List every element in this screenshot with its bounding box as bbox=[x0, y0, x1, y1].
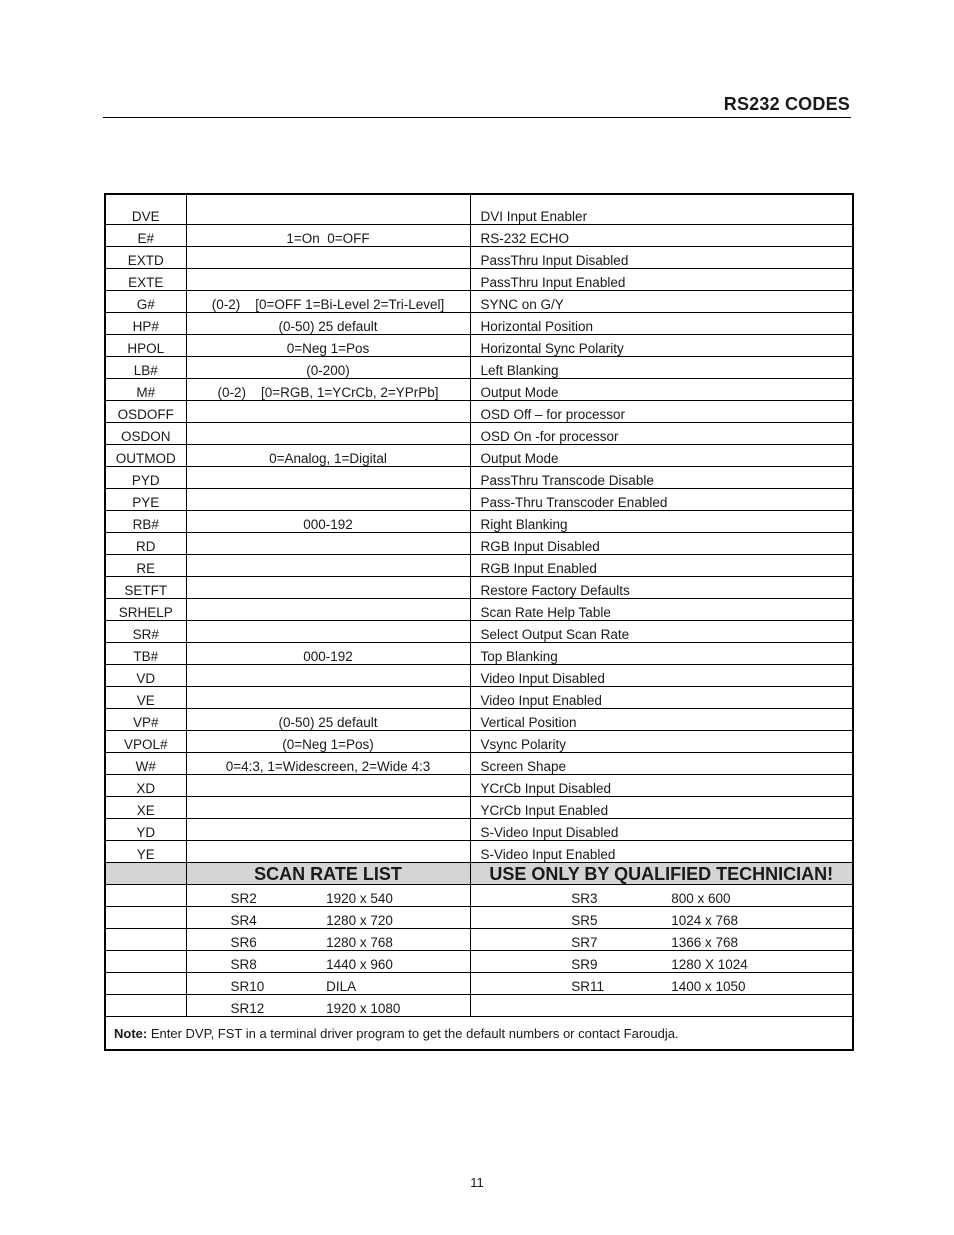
empty-cell bbox=[105, 863, 186, 885]
command-row bbox=[105, 489, 853, 511]
command-code: VPOL# bbox=[105, 731, 186, 753]
scan-rate-code: SR10 bbox=[230, 979, 265, 994]
command-description: Output Mode bbox=[470, 379, 853, 401]
command-code: OSDOFF bbox=[105, 401, 186, 423]
command-description: Video Input Enabled bbox=[470, 687, 853, 709]
command-code: SR# bbox=[105, 621, 186, 643]
command-row bbox=[105, 313, 853, 335]
command-rows bbox=[105, 194, 853, 863]
command-parameter bbox=[186, 665, 470, 687]
command-code: RE bbox=[105, 555, 186, 577]
command-row bbox=[105, 379, 853, 401]
command-code: XD bbox=[105, 775, 186, 797]
command-parameter: 0=4:3, 1=Widescreen, 2=Wide 4:3 bbox=[186, 753, 470, 775]
command-code: TB# bbox=[105, 643, 186, 665]
command-description: Horizontal Position bbox=[470, 313, 853, 335]
scan-rate-row bbox=[105, 907, 853, 929]
command-parameter bbox=[186, 194, 470, 225]
command-code: VE bbox=[105, 687, 186, 709]
command-code: HP# bbox=[105, 313, 186, 335]
command-description: Output Mode bbox=[470, 445, 853, 467]
command-description: RS-232 ECHO bbox=[470, 225, 853, 247]
command-parameter bbox=[186, 467, 470, 489]
empty-cell bbox=[105, 951, 186, 973]
command-parameter bbox=[186, 621, 470, 643]
command-row bbox=[105, 819, 853, 841]
command-description: S-Video Input Disabled bbox=[470, 819, 853, 841]
empty-cell bbox=[105, 885, 186, 907]
command-row bbox=[105, 841, 853, 863]
command-code: XE bbox=[105, 797, 186, 819]
command-code: RD bbox=[105, 533, 186, 555]
command-description: OSD Off – for processor bbox=[470, 401, 853, 423]
command-description: Restore Factory Defaults bbox=[470, 577, 853, 599]
command-parameter: 1=On 0=OFF bbox=[186, 225, 470, 247]
page-title: RS232 CODES bbox=[723, 94, 850, 114]
command-parameter: (0=Neg 1=Pos) bbox=[186, 731, 470, 753]
command-row bbox=[105, 423, 853, 445]
scan-rate-right-cell bbox=[470, 951, 853, 973]
command-row bbox=[105, 621, 853, 643]
scan-rate-rows bbox=[105, 885, 853, 1017]
command-description: PassThru Input Disabled bbox=[470, 247, 853, 269]
command-code: VP# bbox=[105, 709, 186, 731]
command-code: LB# bbox=[105, 357, 186, 379]
scan-rate-right-cell bbox=[470, 973, 853, 995]
command-parameter: (0-50) 25 default bbox=[186, 313, 470, 335]
command-row bbox=[105, 797, 853, 819]
scan-rate-resolution: 1280 X 1024 bbox=[671, 957, 748, 972]
command-parameter: 000-192 bbox=[186, 511, 470, 533]
command-parameter bbox=[186, 775, 470, 797]
scan-rate-header-row bbox=[105, 863, 853, 885]
command-row bbox=[105, 577, 853, 599]
command-row bbox=[105, 533, 853, 555]
scan-rate-resolution: 1366 x 768 bbox=[671, 935, 739, 950]
command-row bbox=[105, 269, 853, 291]
command-description: PassThru Transcode Disable bbox=[470, 467, 853, 489]
command-code: SETFT bbox=[105, 577, 186, 599]
scan-rate-code: SR11 bbox=[571, 979, 605, 994]
empty-cell bbox=[105, 995, 186, 1017]
command-code: HPOL bbox=[105, 335, 186, 357]
command-parameter: 000-192 bbox=[186, 643, 470, 665]
command-parameter bbox=[186, 687, 470, 709]
command-row bbox=[105, 643, 853, 665]
scan-rate-resolution: 1920 x 540 bbox=[326, 891, 393, 906]
scan-rate-row bbox=[105, 973, 853, 995]
command-code: DVE bbox=[105, 194, 186, 225]
scan-rate-right-cell bbox=[470, 929, 853, 951]
command-parameter bbox=[186, 423, 470, 445]
command-row bbox=[105, 335, 853, 357]
empty-cell bbox=[105, 929, 186, 951]
command-row bbox=[105, 709, 853, 731]
note-row bbox=[105, 1017, 853, 1051]
command-description: Left Blanking bbox=[470, 357, 853, 379]
command-parameter bbox=[186, 599, 470, 621]
command-row bbox=[105, 555, 853, 577]
command-description: YCrCb Input Enabled bbox=[470, 797, 853, 819]
scan-rate-code: SR8 bbox=[230, 957, 257, 972]
command-parameter bbox=[186, 533, 470, 555]
command-row bbox=[105, 665, 853, 687]
scan-rate-code: SR3 bbox=[571, 891, 598, 906]
command-parameter bbox=[186, 841, 470, 863]
scan-rate-code: SR2 bbox=[230, 891, 257, 906]
scan-rate-row bbox=[105, 951, 853, 973]
command-parameter: 0=Analog, 1=Digital bbox=[186, 445, 470, 467]
command-parameter: (0-2) [0=RGB, 1=YCrCb, 2=YPrPb] bbox=[186, 379, 470, 401]
note-text: Enter DVP, FST in a terminal driver program to get the default numbers or contact Faroudja. bbox=[150, 1025, 679, 1041]
command-code: W# bbox=[105, 753, 186, 775]
command-parameter bbox=[186, 577, 470, 599]
command-code: OSDON bbox=[105, 423, 186, 445]
command-parameter: (0-200) bbox=[186, 357, 470, 379]
command-parameter bbox=[186, 797, 470, 819]
command-description: DVI Input Enabler bbox=[470, 194, 853, 225]
command-code: G# bbox=[105, 291, 186, 313]
command-code: M# bbox=[105, 379, 186, 401]
page-number: 11 bbox=[470, 1175, 484, 1190]
command-code: OUTMOD bbox=[105, 445, 186, 467]
scan-rate-row bbox=[105, 929, 853, 951]
command-parameter bbox=[186, 489, 470, 511]
scan-rate-code: SR9 bbox=[571, 957, 598, 972]
command-description: PassThru Input Enabled bbox=[470, 269, 853, 291]
rs232-codes-table bbox=[104, 193, 854, 1051]
command-code: YE bbox=[105, 841, 186, 863]
command-parameter: 0=Neg 1=Pos bbox=[186, 335, 470, 357]
scan-rate-resolution: 1024 x 768 bbox=[671, 913, 739, 928]
command-description: S-Video Input Enabled bbox=[470, 841, 853, 863]
command-description: Vsync Polarity bbox=[470, 731, 853, 753]
command-parameter bbox=[186, 555, 470, 577]
scan-rate-row bbox=[105, 995, 853, 1017]
command-code: EXTE bbox=[105, 269, 186, 291]
scan-rate-code: SR6 bbox=[230, 935, 257, 950]
command-description: Pass-Thru Transcoder Enabled bbox=[470, 489, 853, 511]
command-code: PYD bbox=[105, 467, 186, 489]
scan-rate-code: SR7 bbox=[571, 935, 598, 950]
command-row bbox=[105, 357, 853, 379]
scan-rate-left-cell bbox=[186, 885, 470, 907]
scan-rate-left-cell bbox=[186, 907, 470, 929]
scan-rate-right-cell bbox=[470, 995, 853, 1017]
command-row bbox=[105, 599, 853, 621]
scan-rate-code: SR4 bbox=[230, 913, 257, 928]
scan-rate-code: SR12 bbox=[230, 1001, 265, 1016]
command-code: SRHELP bbox=[105, 599, 186, 621]
empty-cell bbox=[105, 907, 186, 929]
command-code: EXTD bbox=[105, 247, 186, 269]
command-row bbox=[105, 247, 853, 269]
command-code: E# bbox=[105, 225, 186, 247]
command-description: Select Output Scan Rate bbox=[470, 621, 853, 643]
command-description: Screen Shape bbox=[470, 753, 853, 775]
command-parameter bbox=[186, 247, 470, 269]
scan-rate-left-cell bbox=[186, 995, 470, 1017]
command-description: RGB Input Enabled bbox=[470, 555, 853, 577]
command-description: Video Input Disabled bbox=[470, 665, 853, 687]
note-cell bbox=[105, 1017, 853, 1051]
command-parameter bbox=[186, 819, 470, 841]
command-row bbox=[105, 775, 853, 797]
command-row bbox=[105, 467, 853, 489]
command-row bbox=[105, 291, 853, 313]
command-row bbox=[105, 753, 853, 775]
command-parameter: (0-2) [0=OFF 1=Bi-Level 2=Tri-Level] bbox=[186, 291, 470, 313]
empty-cell bbox=[105, 973, 186, 995]
scan-rate-row bbox=[105, 885, 853, 907]
command-parameter bbox=[186, 401, 470, 423]
scan-rate-resolution: DILA bbox=[326, 979, 357, 994]
command-parameter bbox=[186, 269, 470, 291]
note-label: Note: bbox=[114, 1025, 148, 1041]
command-row bbox=[105, 511, 853, 533]
command-code: VD bbox=[105, 665, 186, 687]
command-description: Right Blanking bbox=[470, 511, 853, 533]
command-parameter: (0-50) 25 default bbox=[186, 709, 470, 731]
command-row bbox=[105, 687, 853, 709]
scan-rate-code: SR5 bbox=[571, 913, 598, 928]
scan-rate-right-cell bbox=[470, 885, 853, 907]
scan-rate-resolution: 1920 x 1080 bbox=[326, 1001, 401, 1016]
scan-rate-right-cell bbox=[470, 907, 853, 929]
command-row bbox=[105, 401, 853, 423]
command-description: Vertical Position bbox=[470, 709, 853, 731]
scan-rate-resolution: 1280 x 768 bbox=[326, 935, 393, 950]
command-row bbox=[105, 194, 853, 225]
command-description: Top Blanking bbox=[470, 643, 853, 665]
command-description: OSD On -for processor bbox=[470, 423, 853, 445]
scan-rate-left-cell bbox=[186, 929, 470, 951]
command-description: SYNC on G/Y bbox=[470, 291, 853, 313]
command-description: Horizontal Sync Polarity bbox=[470, 335, 853, 357]
scan-rate-resolution: 1440 x 960 bbox=[326, 957, 393, 972]
scan-rate-resolution: 1400 x 1050 bbox=[671, 979, 746, 994]
scan-rate-left-cell bbox=[186, 951, 470, 973]
scan-rate-resolution: 800 x 600 bbox=[671, 891, 731, 906]
command-description: YCrCb Input Disabled bbox=[470, 775, 853, 797]
command-row bbox=[105, 445, 853, 467]
command-code: PYE bbox=[105, 489, 186, 511]
scan-rate-resolution: 1280 x 720 bbox=[326, 913, 393, 928]
header-rule bbox=[103, 117, 851, 118]
command-row bbox=[105, 225, 853, 247]
command-code: RB# bbox=[105, 511, 186, 533]
command-code: YD bbox=[105, 819, 186, 841]
scan-rate-title: SCAN RATE LIST bbox=[186, 863, 470, 885]
technician-warning: USE ONLY BY QUALIFIED TECHNICIAN! bbox=[470, 863, 853, 885]
command-description: RGB Input Disabled bbox=[470, 533, 853, 555]
scan-rate-left-cell bbox=[186, 973, 470, 995]
command-description: Scan Rate Help Table bbox=[470, 599, 853, 621]
command-row bbox=[105, 731, 853, 753]
